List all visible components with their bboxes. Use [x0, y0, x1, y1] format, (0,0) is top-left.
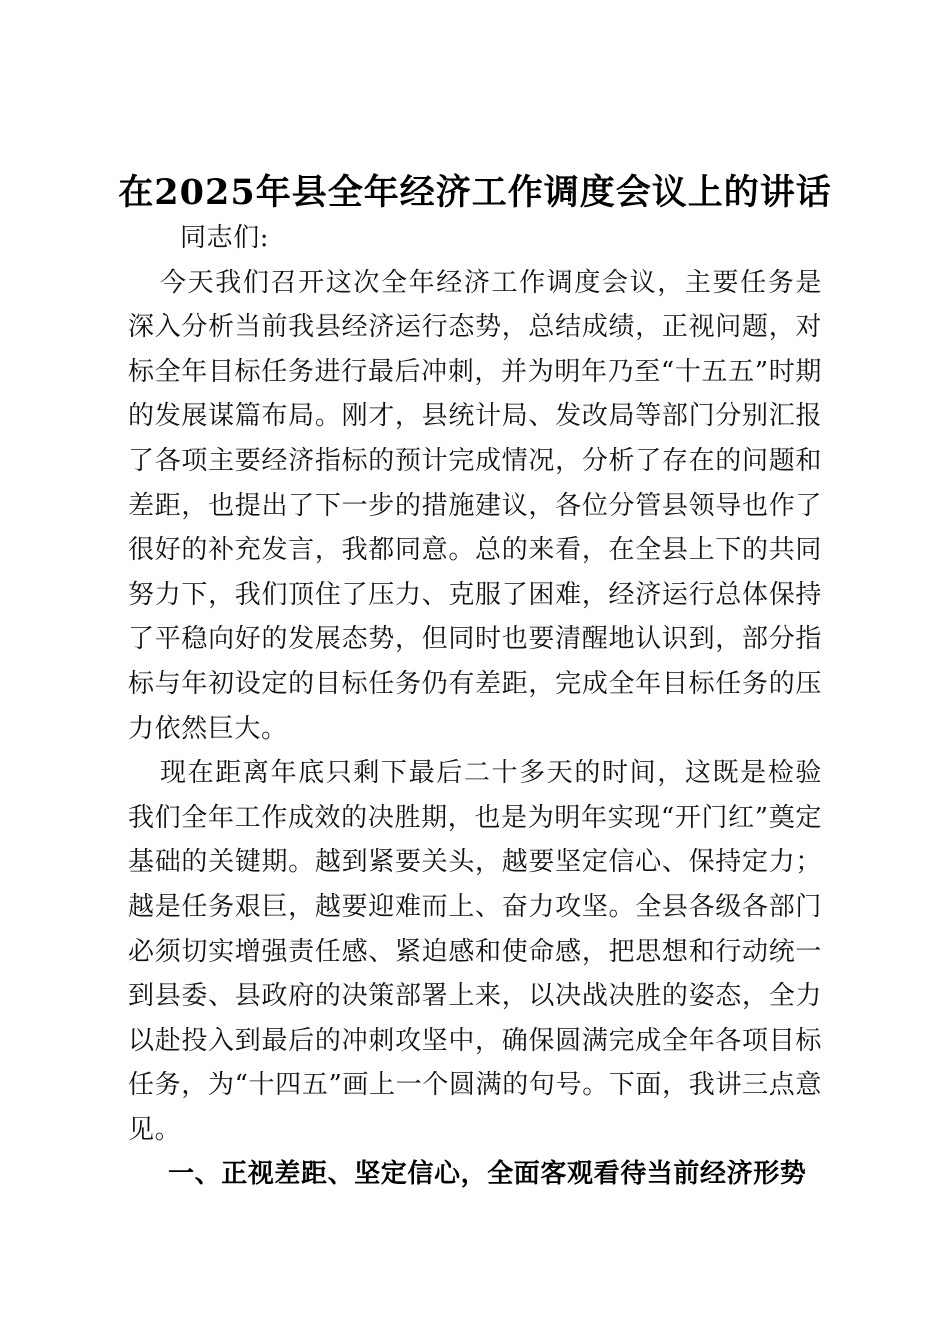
paragraph-opening: 今天我们召开这次全年经济工作调度会议，主要任务是深入分析当前我县经济运行态势，总结成绩，正视问题，对标全年目标任务进行最后冲刺，并为明年乃至“十五五”时期的发展谋篇布局。刚才，县统计局、发改局等部门分别汇报了各项主要经济指标的预计完成情况，分析了存在的问题和差距，也提出了下一步的措施建议，各位分管县领导也作了很好的补充发言，我都同意。总的来看，在全县上下的共同努力下，我们顶住了压力、克服了困难，经济运行总体保持了平稳向好的发展态势，但同时也要清醒地认识到，部分指标与年初设定的目标任务仍有差距，完成全年目标任务的压力依然巨大。: [128, 267, 822, 744]
document-body: [128, 216, 822, 1197]
document-title: 在2025年县全年经济工作调度会议上的讲话: [118, 172, 832, 213]
salutation: 同志们:: [180, 223, 270, 253]
section-heading-one: 一、正视差距、坚定信心，全面客观看待当前经济形势: [168, 1159, 807, 1190]
paragraph-deadline: 现在距离年底只剩下最后二十多天的时间，这既是检验我们全年工作成效的决胜期，也是为明年实现“开门红”奠定基础的关键期。越到紧要关头，越要坚定信心、保持定力；越是任务艰巨，越要迎难而上、奋力攻坚。全县各级各部门必须切实增强责任感、紧迫感和使命感，把思想和行动统一到县委、县政府的决策部署上来，以决战决胜的姿态，全力以赴投入到最后的冲刺攻坚中，确保圆满完成全年各项目标任务，为“十四五”画上一个圆满的句号。下面，我讲三点意见。: [128, 758, 822, 1145]
